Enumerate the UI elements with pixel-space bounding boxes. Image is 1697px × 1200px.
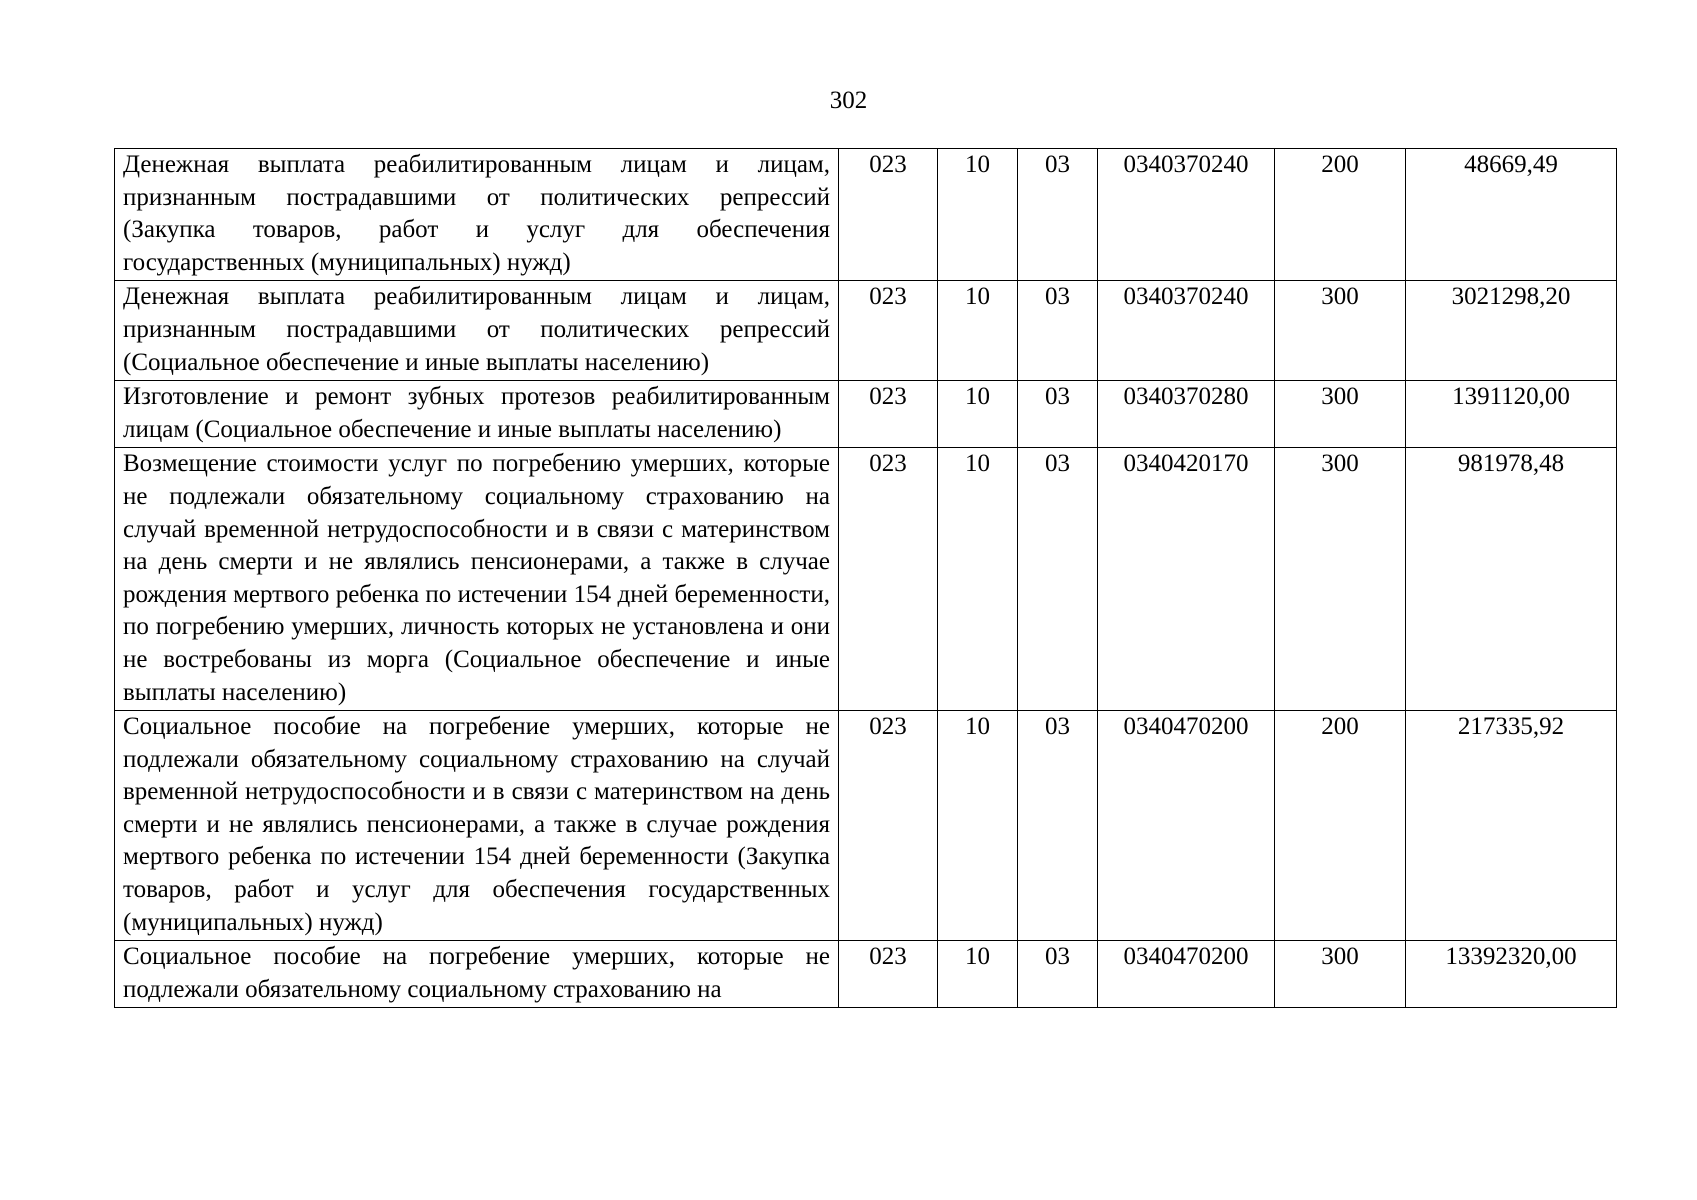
subsection-code: 03	[1018, 281, 1098, 381]
page-number: 302	[829, 87, 868, 114]
amount-value: 1391120,00	[1406, 381, 1617, 448]
subsection-code: 03	[1018, 941, 1098, 1008]
expense-type-code: 300	[1275, 281, 1406, 381]
expense-type-code: 200	[1275, 711, 1406, 941]
table-row	[115, 448, 1617, 711]
subsection-code: 03	[1018, 381, 1098, 448]
ministry-code: 023	[839, 448, 938, 711]
expense-description: Денежная выплата реабилитированным лицам и лицам, признанным пострадавшими от политических репрессий (Социальное обеспечение и иные выплаты населению)	[115, 281, 839, 381]
subsection-code: 03	[1018, 711, 1098, 941]
section-code: 10	[938, 448, 1018, 711]
table-row	[115, 281, 1617, 381]
section-code: 10	[938, 381, 1018, 448]
amount-value: 13392320,00	[1406, 941, 1617, 1008]
table-row	[115, 941, 1617, 1008]
ministry-code: 023	[839, 281, 938, 381]
ministry-code: 023	[839, 149, 938, 281]
ministry-code: 023	[839, 941, 938, 1008]
amount-value: 3021298,20	[1406, 281, 1617, 381]
target-article-code: 0340370240	[1098, 149, 1275, 281]
section-code: 10	[938, 149, 1018, 281]
ministry-code: 023	[839, 381, 938, 448]
amount-value: 217335,92	[1406, 711, 1617, 941]
section-code: 10	[938, 711, 1018, 941]
subsection-code: 03	[1018, 149, 1098, 281]
expense-description: Социальное пособие на погребение умерших, которые не подлежали обязательному социальному страхованию на	[115, 941, 839, 1008]
expense-type-code: 300	[1275, 381, 1406, 448]
table-row	[115, 711, 1617, 941]
expense-type-code: 300	[1275, 941, 1406, 1008]
expense-type-code: 300	[1275, 448, 1406, 711]
target-article-code: 0340370280	[1098, 381, 1275, 448]
section-code: 10	[938, 941, 1018, 1008]
target-article-code: 0340420170	[1098, 448, 1275, 711]
target-article-code: 0340370240	[1098, 281, 1275, 381]
target-article-code: 0340470200	[1098, 711, 1275, 941]
amount-value: 981978,48	[1406, 448, 1617, 711]
budget-table	[114, 148, 1617, 1008]
expense-description: Денежная выплата реабилитированным лицам и лицам, признанным пострадавшими от политических репрессий (Закупка товаров, работ и услуг для обеспечения государственных (муниципальных) нужд)	[115, 149, 839, 281]
expense-description: Изготовление и ремонт зубных протезов реабилитированным лицам (Социальное обеспечение и иные выплаты населению)	[115, 381, 839, 448]
ministry-code: 023	[839, 711, 938, 941]
expense-description: Социальное пособие на погребение умерших, которые не подлежали обязательному социальному страхованию на случай временной нетрудоспособности и в связи с материнством на день смерти и не являлись пенсионерами, а также в случае рождения мертвого ребенка по истечении 154 дней беременности (Закупка товаров, работ и услуг для обеспечения государственных (муниципальных) нужд)	[115, 711, 839, 941]
subsection-code: 03	[1018, 448, 1098, 711]
table-row	[115, 149, 1617, 281]
expense-description: Возмещение стоимости услуг по погребению умерших, которые не подлежали обязательному социальному страхованию на случай временной нетрудоспособности и в связи с материнством на день смерти и не являлись пенсионерами, а также в случае рождения мертвого ребенка по истечении 154 дней беременности, по погребению умерших, личность которых не установлена и они не востребованы из морга (Социальное обеспечение и иные выплаты населению)	[115, 448, 839, 711]
amount-value: 48669,49	[1406, 149, 1617, 281]
section-code: 10	[938, 281, 1018, 381]
target-article-code: 0340470200	[1098, 941, 1275, 1008]
table-row	[115, 381, 1617, 448]
expense-type-code: 200	[1275, 149, 1406, 281]
